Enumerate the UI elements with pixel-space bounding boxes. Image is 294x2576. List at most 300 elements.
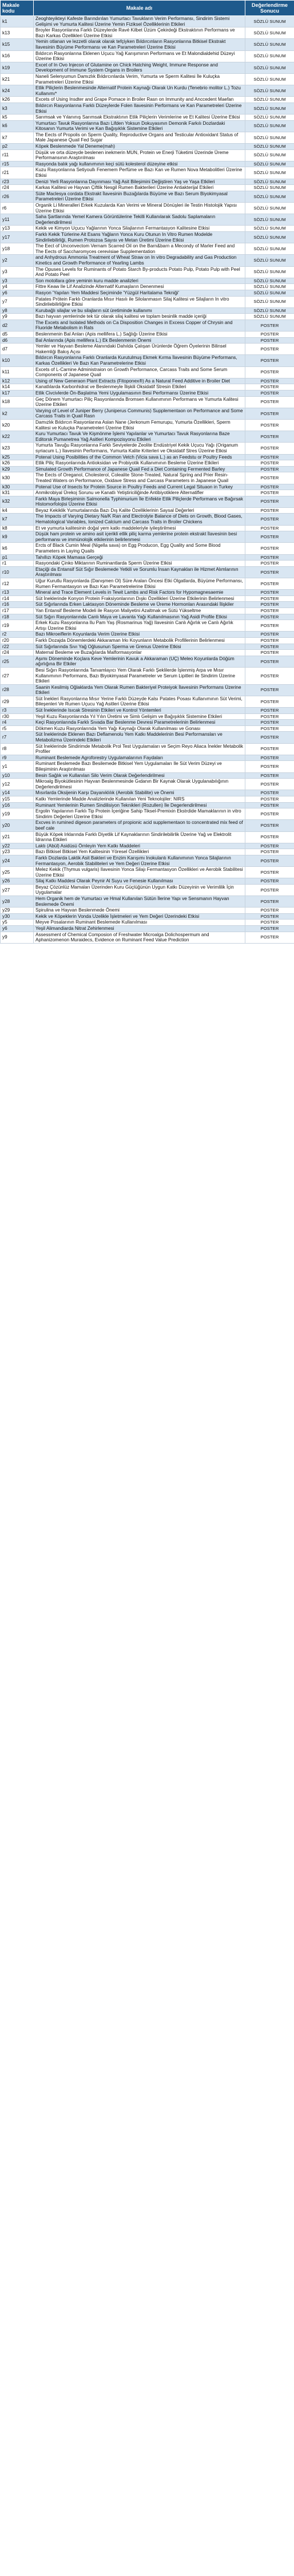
row-title: Melez Kekik (Thymus vulgaris) Ilavesinin Yonca Silajı Fermantasyon Özellikleri ve Aerobik Stabilitesi Üzerine Etkisi bbox=[34, 867, 245, 878]
row-title: Bazı Mikroeiflerin Koyunlarda Verim Üzerine Etkisi bbox=[34, 632, 245, 638]
row-code: k26 bbox=[1, 460, 34, 467]
row-result: SÖZLÜ SUNUM bbox=[245, 102, 294, 114]
row-title: Bazı hayvan yemlerinde tek tür olarak silaj kalitesi ve toplam besinlik madde içeriği bbox=[34, 314, 245, 320]
table-row bbox=[1, 761, 294, 772]
row-result: POSTER bbox=[245, 602, 294, 608]
table-row bbox=[1, 507, 294, 514]
row-result: POSTER bbox=[245, 543, 294, 554]
row-result: POSTER bbox=[245, 396, 294, 408]
table-row bbox=[1, 16, 294, 27]
row-result: SÖZLÜ SUNUM bbox=[245, 161, 294, 167]
table-row bbox=[1, 102, 294, 114]
row-result: POSTER bbox=[245, 684, 294, 696]
table-row bbox=[1, 531, 294, 543]
row-result: POSTER bbox=[245, 761, 294, 772]
row-result: POSTER bbox=[245, 620, 294, 632]
table-row bbox=[1, 366, 294, 378]
row-code: k6 bbox=[1, 120, 34, 132]
table-row bbox=[1, 650, 294, 656]
table-row bbox=[1, 296, 294, 307]
row-title: Et ve yumurta kalitesinin doğal yem katkı maddeleriyle iyileştirilmesi bbox=[34, 525, 245, 531]
table-row bbox=[1, 808, 294, 820]
row-result: SÖZLÜ SUNUM bbox=[245, 296, 294, 307]
row-title: Excves in rumined digeson parameters of propionic acid supplementaon to concentrated mix feed of beef cale bbox=[34, 820, 245, 831]
row-result: POSTER bbox=[245, 696, 294, 707]
row-code: r24 bbox=[1, 185, 34, 191]
row-code: y3 bbox=[1, 266, 34, 278]
row-result: POSTER bbox=[245, 637, 294, 644]
row-code: y25 bbox=[1, 867, 34, 878]
row-result: SÖZLÜ SUNUM bbox=[245, 50, 294, 62]
row-code: r16 bbox=[1, 602, 34, 608]
row-result: POSTER bbox=[245, 490, 294, 496]
row-code: k8 bbox=[1, 525, 34, 531]
row-title: Yeşil Alimandiarda Nitrat Zehirlenmesi bbox=[34, 926, 245, 932]
table-row bbox=[1, 39, 294, 50]
row-result: POSTER bbox=[245, 779, 294, 790]
row-code: r3 bbox=[1, 708, 34, 714]
table-row bbox=[1, 167, 294, 179]
row-result: POSTER bbox=[245, 878, 294, 885]
row-code: k26 bbox=[1, 97, 34, 103]
row-result: POSTER bbox=[245, 913, 294, 920]
row-code: k30 bbox=[1, 484, 34, 490]
table-row bbox=[1, 344, 294, 355]
header-code: Makale kodu bbox=[1, 1, 34, 16]
row-result: POSTER bbox=[245, 554, 294, 561]
row-title: Son motollara göre yeminin kuru madde analizleri bbox=[34, 278, 245, 284]
row-title: Süt Sığırı Rasyonlarında Canlı Maya ve Lavanta Yağı Kullanılmasının Yağ Asidi Profile Etkisi bbox=[34, 614, 245, 620]
row-result: SÖZLÜ SUNUM bbox=[245, 16, 294, 27]
row-title: Anmikrobiyal Ürekoj Sorunu ve Kanatlı Yetiştiriciliğinde Antibiyotiklere Alternatifler bbox=[34, 490, 245, 496]
row-result: POSTER bbox=[245, 802, 294, 808]
row-code: d6 bbox=[1, 337, 34, 344]
row-title: Farklı Kekik Türlerine Ait Esans Yağların Yonca Kuru Otunun In Vitro Rumen Modelde Sindirilebilirliği, Rumen Protozoa Sayısı ve Metan Üretimi Üzerine Etkisi bbox=[34, 231, 245, 243]
table-row bbox=[1, 161, 294, 167]
row-result: SÖZLÜ SUNUM bbox=[245, 243, 294, 255]
row-result: SÖZLÜ SUNUM bbox=[245, 290, 294, 296]
row-title: Potenal Use of Insects for Protein Source in Poultry Feeds and Current Legal Situaon in Turkey bbox=[34, 484, 245, 490]
row-title: Assessment of Chemical Composion of Freshwater Microalga Dolichospermum and Aphanizomenon Muraidecs, Evidence on Ruminant Feed Value Prediction bbox=[34, 932, 245, 943]
table-row bbox=[1, 595, 294, 602]
table-row bbox=[1, 632, 294, 638]
row-code: k11 bbox=[1, 366, 34, 378]
table-row bbox=[1, 484, 294, 490]
table-row bbox=[1, 443, 294, 454]
table-row bbox=[1, 472, 294, 484]
row-title: Excets of L-Carnine Administraion on Growth Performance, Carcass Traits and Some Serum Components of Japanese Quail bbox=[34, 366, 245, 378]
table-row bbox=[1, 554, 294, 561]
table-row bbox=[1, 191, 294, 202]
row-title: Besi Sığırı Rasyonlarında Tanıamlayıcı Yem Olarak Farklı Şeklilerde İşlenmiş Arpa ve Mısır Kullanımının Performans, Bazı Biyokimyasal Parametreler ve Serum Lipitleri ile Sindirim Üzerine Etkileri bbox=[34, 667, 245, 684]
row-title: Süt İneklerinde Isıcak Stresinin Etkileri ve Kontrol Yöntemleri bbox=[34, 708, 245, 714]
row-result: POSTER bbox=[245, 743, 294, 755]
row-title: Yumurta Tavuğu Rasyonlarına Farklı Seviyelerde Zeolite Endüstriyel Kekik Uçucu Yağı (Origanum syriacum L.) İlavesinin Performans, Yumurta Kalite Kriterleri ve Oksidatif Stres Üzerine Etkisi bbox=[34, 443, 245, 454]
table-row bbox=[1, 332, 294, 338]
table-row bbox=[1, 73, 294, 85]
row-code: k24 bbox=[1, 85, 34, 97]
table-row bbox=[1, 514, 294, 525]
table-row bbox=[1, 226, 294, 232]
table-row bbox=[1, 231, 294, 243]
row-result: SÖZLÜ SUNUM bbox=[245, 203, 294, 214]
row-title: Yumurtacı Tavuk Rasyonlarına Bazı Lifden Yoksun Dokuyasının Demonik Farkılı Dozlardaki Kitosanın Yumurta Verimi ve Kan Bağışıklık Sistemine Etkileri bbox=[34, 120, 245, 132]
row-title: Bal Anlarında (Apis mellifera L.) Ek Beslenmenin Önemi bbox=[34, 337, 245, 344]
row-result: POSTER bbox=[245, 431, 294, 443]
row-code: y7 bbox=[1, 296, 34, 307]
row-code: y4 bbox=[1, 284, 34, 290]
table-row bbox=[1, 743, 294, 755]
row-code: d5 bbox=[1, 332, 34, 338]
row-code: d7 bbox=[1, 344, 34, 355]
header-title: Makale adı bbox=[34, 1, 245, 16]
row-result: SÖZLÜ SUNUM bbox=[245, 278, 294, 284]
row-title: Kuzu Rasyonlarına Setiyoullı Fenemem Perfüme ve Bazı Kan ve Rumen Nova Metabolitleri Üzerine Etkisi bbox=[34, 167, 245, 179]
row-code: y23 bbox=[1, 849, 34, 855]
table-row bbox=[1, 390, 294, 397]
table-row bbox=[1, 820, 294, 831]
table-row bbox=[1, 684, 294, 696]
row-title: Kekik ve Köpeklerin Vonda Uzelikle İşletmeleri ve Yem Değeri Üzerindeki Etkisi bbox=[34, 913, 245, 920]
row-title: Ergolin Yapılarının Farklı Tip Protein İçeriğine Sahip Tiksel-Premixin Ekstrdide Mamaklarının in vitro Sindirim Değerleri Üzerine Etkisi bbox=[34, 808, 245, 820]
row-result: POSTER bbox=[245, 656, 294, 667]
row-title: Bıldırcın Rasyonlarına Farklı Düzeylerde Folen Ilavesinin Performans ve Kan Parametreleri Üzerine Etkisi bbox=[34, 102, 245, 114]
row-result: POSTER bbox=[245, 484, 294, 490]
row-code: r14 bbox=[1, 595, 34, 602]
row-code: y3 bbox=[1, 278, 34, 284]
row-code: y17 bbox=[1, 231, 34, 243]
row-title: Simulated Growth Performance of Japanese Quail Fed a Diet Containing Fermented Barley bbox=[34, 466, 245, 472]
row-code: y9 bbox=[1, 932, 34, 943]
row-title: Ercts of Black Cumin Meal (Nigella sava) on Egg Producon, Egg Quality and Some Blood Parameters in Laying Quails bbox=[34, 543, 245, 554]
row-code: y2 bbox=[1, 255, 34, 266]
table-row bbox=[1, 466, 294, 472]
row-result: SÖZLÜ SUNUM bbox=[245, 85, 294, 97]
row-code: k10 bbox=[1, 355, 34, 366]
row-title: Yeşil Kuzu Rasyonlarında Yıl Yılın Üretimi ve Simlı Gelişim ve Bağışıklık Sistemine Etkileri bbox=[34, 713, 245, 720]
row-code: r30 bbox=[1, 713, 34, 720]
row-title: Laktı (Abül) Asidüsü Örnleyin Yem Katkı Maddeleri bbox=[34, 843, 245, 849]
table-row bbox=[1, 913, 294, 920]
row-code: r25 bbox=[1, 656, 34, 667]
row-result: POSTER bbox=[245, 849, 294, 855]
row-title: Geç Dönem Yumurtacı Piliç Rasyonlarında Bromsen Kullanımının Performans ve Yumurta Kalitesi Üzerine Etkileri bbox=[34, 396, 245, 408]
row-code: r20 bbox=[1, 637, 34, 644]
row-code: k2 bbox=[1, 408, 34, 419]
row-code: r28 bbox=[1, 684, 34, 696]
table-row bbox=[1, 149, 294, 161]
table-row bbox=[1, 720, 294, 726]
row-code: y24 bbox=[1, 855, 34, 866]
table-row bbox=[1, 337, 294, 344]
row-result: SÖZLÜ SUNUM bbox=[245, 144, 294, 150]
row-title: Ruminant Beslemede Agroforestry Uygulamalarının Faydaları bbox=[34, 755, 245, 761]
row-result: POSTER bbox=[245, 419, 294, 431]
row-code: y6 bbox=[1, 290, 34, 296]
row-result: POSTER bbox=[245, 514, 294, 525]
row-result: POSTER bbox=[245, 566, 294, 578]
table-row bbox=[1, 614, 294, 620]
table-row bbox=[1, 284, 294, 290]
row-result: POSTER bbox=[245, 355, 294, 366]
row-result: POSTER bbox=[245, 920, 294, 926]
row-code: k7 bbox=[1, 132, 34, 143]
row-result: SÖZLÜ SUNUM bbox=[245, 39, 294, 50]
table-row bbox=[1, 831, 294, 843]
row-code: y12 bbox=[1, 779, 34, 790]
row-result: SÖZLÜ SUNUM bbox=[245, 132, 294, 143]
row-result: POSTER bbox=[245, 644, 294, 650]
row-code: r15 bbox=[1, 161, 34, 167]
table-row bbox=[1, 926, 294, 932]
table-row bbox=[1, 920, 294, 926]
table-row bbox=[1, 656, 294, 667]
row-title: Süt İnekleri Rasyonlarına Mısır Yerine Farklı Düzeyde Kalsı Patates Posası Kullanımının Süt Verimi, Bileşenleri Ve Rumen Uçucu Yağ Asitleri Üzerine Etkisi bbox=[34, 696, 245, 707]
row-title: The Eects of Oreganol, Cholesterol, Colealite Stone-Treated, Natural Spring and Prier Resin-Treated Waters on Performance, Oxidave Stress and Carcass Parameters in Japanese Quail bbox=[34, 472, 245, 484]
row-code: y28 bbox=[1, 896, 34, 908]
table-row bbox=[1, 878, 294, 885]
row-code: y29 bbox=[1, 908, 34, 914]
row-title: Karkas Kalitesi ve Hayvan Çiftlik Nesgil Rumen Bakterileri Üzerine Antiakterijal Etkileri bbox=[34, 185, 245, 191]
row-title: Fittre Keaw Ile Lif Analizinde Alternatif Kumaşların Denenmesi bbox=[34, 284, 245, 290]
row-code: y16 bbox=[1, 802, 34, 808]
table-row bbox=[1, 637, 294, 644]
table-row bbox=[1, 496, 294, 507]
row-code: k14 bbox=[1, 384, 34, 390]
table-row bbox=[1, 454, 294, 460]
row-title: Katkı Yemlerinde Madde Analizlerinde Kullanılan Yeni Teknolojiler: NIRS bbox=[34, 796, 245, 802]
row-code: r22 bbox=[1, 644, 34, 650]
table-header bbox=[1, 1, 294, 16]
row-result: SÖZLÜ SUNUM bbox=[245, 27, 294, 39]
row-result: SÖZLÜ SUNUM bbox=[245, 284, 294, 290]
row-code: k12 bbox=[1, 378, 34, 384]
row-title: Mineral and Trace Element Levels in Tewit Lambs and Risk Factors for Hypomagnesaemie bbox=[34, 590, 245, 596]
row-result: POSTER bbox=[245, 667, 294, 684]
table-row bbox=[1, 460, 294, 467]
row-code: p1 bbox=[1, 554, 34, 561]
row-code: y10 bbox=[1, 772, 34, 779]
row-code: r23 bbox=[1, 179, 34, 185]
row-result: POSTER bbox=[245, 607, 294, 614]
table-row bbox=[1, 431, 294, 443]
row-result: POSTER bbox=[245, 384, 294, 390]
row-title: Yemler ve Hayvan Besleme Alanındaki Dahılda Çalışan Ürünlerde Öğrem Öyelerinin Bilinsel Hakemliği Bakış Açısı bbox=[34, 344, 245, 355]
row-code: r5 bbox=[1, 725, 34, 732]
row-code: y1 bbox=[1, 761, 34, 772]
row-result: POSTER bbox=[245, 366, 294, 378]
row-result: POSTER bbox=[245, 454, 294, 460]
table-row bbox=[1, 932, 294, 943]
row-title: The Excets and Isolated Methods on Ca Disposition Changes in Excess Copper of Chrysin and Fluoride Metabolism in Rats bbox=[34, 319, 245, 331]
row-result: SÖZLÜ SUNUM bbox=[245, 214, 294, 226]
row-title: Etlik Piliç Rasyonlarında Antioksidan ve Probiyotik Kullanımının Besleme Üzerine Etkileri bbox=[34, 460, 245, 467]
row-code: y14 bbox=[1, 790, 34, 796]
row-title: Rasyonda balık yağı kullanımının keçi sütü kolesterol düzeyine etkisi bbox=[34, 161, 245, 167]
row-title: Farklı Dozlarda Laktik Asit Bakteri ve Enzim Karışımı Inokulantı Kullanımının Yonca Silajlarının Fermantasyon, Aerobik Stabiliteleri ve Yem Değeri Üzerine Etkisi bbox=[34, 855, 245, 866]
table-row bbox=[1, 396, 294, 408]
row-result: POSTER bbox=[245, 632, 294, 638]
row-title: Kuru Yumurtacı Tavuk Ve Kişmönme İşlemi Yapılanlar ve Yumurtacı Tavuk Rasyonlarına Baze Editorsk Pumanetrea Yağ Asitleri Kompozisyonu Etkileri bbox=[34, 431, 245, 443]
row-result: POSTER bbox=[245, 796, 294, 802]
table-row bbox=[1, 185, 294, 191]
row-code: k9 bbox=[1, 531, 34, 543]
row-code: y18 bbox=[1, 243, 34, 255]
row-result: POSTER bbox=[245, 926, 294, 932]
row-title: Bıldırcın Rasyonlarına Eklenen Uçucu Yağ Karışımının Performans ve Et Malondialdehid Düzeyi Üzerine Etkisi bbox=[34, 50, 245, 62]
row-code: r10 bbox=[1, 566, 34, 578]
row-result: POSTER bbox=[245, 867, 294, 878]
row-title: Dökmen Kuzu Rasyonlarında Yem Yağı Kaynağı Olarak Kullanılması ve Gonası bbox=[34, 725, 245, 732]
row-result: POSTER bbox=[245, 525, 294, 531]
row-code: y9 bbox=[1, 314, 34, 320]
row-title: Rasyon 'Yapıları Yem Maddesi Seçiminde 'Yüzgül Haritalama Tekniği' bbox=[34, 290, 245, 296]
row-title: Broyler Rasyonlarına Farklı Düzeylerde Ravé Kilbet Üzüm Çekirdeği Ekstraktının Performans ve Bazı Karkas Özellikleri Üzerine Etkisi bbox=[34, 27, 245, 39]
table-row bbox=[1, 644, 294, 650]
row-code: r13 bbox=[1, 590, 34, 596]
header-result: Değerlendirme Sonucu bbox=[245, 1, 294, 16]
row-code: y5 bbox=[1, 920, 34, 926]
table-row bbox=[1, 255, 294, 266]
table-row bbox=[1, 384, 294, 390]
row-title: Patates Prötein Farklı Oranlarda Mısır Hasılı ile Silolanmasın Silaj Kalitesi ve Silajların In vitro Sindirilebilirliğine Etkisi bbox=[34, 296, 245, 307]
row-result: POSTER bbox=[245, 319, 294, 331]
table-row bbox=[1, 50, 294, 62]
row-title: Beslenmenin Bal Anları (Apis mellifera L.) Sağlığı Üzerine Etkisi bbox=[34, 332, 245, 338]
row-result: POSTER bbox=[245, 472, 294, 484]
row-title: Excets of Using Insdter and Grape Pomace in Broiler Rasn on Immunity and Anccedent Maefan bbox=[34, 97, 245, 103]
table-row bbox=[1, 896, 294, 908]
row-code: k15 bbox=[1, 39, 34, 50]
row-title: Sarımsak ve Yılanınış Sarımsak Ekstraktının Etlik Piliçlerin Verimlerine ve Et Kalitesi Üzerine Etkisi bbox=[34, 115, 245, 121]
table-row bbox=[1, 355, 294, 366]
row-result: POSTER bbox=[245, 460, 294, 467]
row-result: POSTER bbox=[245, 614, 294, 620]
row-code: r18 bbox=[1, 614, 34, 620]
row-result: SÖZLÜ SUNUM bbox=[245, 149, 294, 161]
row-code: r4 bbox=[1, 720, 34, 726]
row-title: Süt Sığırlarında Erken Laktasyon Döneminde Besleme ve Üreme Hormonları Arasındaki İlişkiler bbox=[34, 602, 245, 608]
row-title: Süt İneklerinde Eklenen Bazı Deflamenolu Yem Katkı Maddelerinin Besi Performansları ve Metabolizma Üzerindeki Etkileri bbox=[34, 732, 245, 743]
row-result: SÖZLÜ SUNUM bbox=[245, 120, 294, 132]
row-code: k5 bbox=[1, 115, 34, 121]
row-code: k20 bbox=[1, 419, 34, 431]
row-result: POSTER bbox=[245, 725, 294, 732]
row-result: POSTER bbox=[245, 713, 294, 720]
table-row bbox=[1, 278, 294, 284]
row-result: POSTER bbox=[245, 884, 294, 896]
row-title: Potenal Using Posibilities of the Common Vetch (Vicia sava L.) as an Feedstu or Poultry Feeds bbox=[34, 454, 245, 460]
row-result: POSTER bbox=[245, 496, 294, 507]
row-result: POSTER bbox=[245, 650, 294, 656]
table-row bbox=[1, 867, 294, 878]
table-row bbox=[1, 566, 294, 578]
table-row bbox=[1, 772, 294, 779]
row-title: Denizi Yerli Rasyonlarına Dayınması Yağ Asit Bileşimini Değiştiren Yaş ve Yaşa Etkileri bbox=[34, 179, 245, 185]
row-code: k3 bbox=[1, 102, 34, 114]
row-result: POSTER bbox=[245, 408, 294, 419]
table-row bbox=[1, 378, 294, 384]
row-title: and Anhydrous Ammonia Treatment of Wheat Straw on In vitro Degradability and Gas Production Kinetics and Growth Performance of Yearling Lambs bbox=[34, 255, 245, 266]
table-row bbox=[1, 214, 294, 226]
table-row bbox=[1, 713, 294, 720]
row-code: y26 bbox=[1, 878, 34, 885]
row-code: r27 bbox=[1, 667, 34, 684]
row-code: r7 bbox=[1, 732, 34, 743]
table-row bbox=[1, 97, 294, 103]
row-code: k25 bbox=[1, 454, 34, 460]
row-result: SÖZLÜ SUNUM bbox=[245, 97, 294, 103]
table-row bbox=[1, 419, 294, 431]
row-title: Excet of In Ovo Injecon of Glutamine on Chick Hatching Weight, Immune Response and Development of Immune System Organs in Broilers bbox=[34, 62, 245, 73]
table-row bbox=[1, 266, 294, 278]
row-result: POSTER bbox=[245, 378, 294, 384]
row-result: POSTER bbox=[245, 908, 294, 914]
table-row bbox=[1, 179, 294, 185]
row-result: POSTER bbox=[245, 720, 294, 726]
row-result: POSTER bbox=[245, 337, 294, 344]
row-result: SÖZLÜ SUNUM bbox=[245, 266, 294, 278]
row-title: Düşük ham protein ve amino asit içerikli etlik piliç karma yemlerine protein ekstrakt İlavesinin besi performansı ve immünolojik etkilerinin belirlenmesi bbox=[34, 531, 245, 543]
table-row bbox=[1, 578, 294, 590]
row-code: k4 bbox=[1, 507, 34, 514]
table-row bbox=[1, 708, 294, 714]
row-title: Hem Organik hem de Yumurtacı ve Hmal Kullanılan Sütün İlerine Yapı ve Sensmanın Hayvan Beslemede Önemi bbox=[34, 896, 245, 908]
row-code: r6 bbox=[1, 203, 34, 214]
row-result: POSTER bbox=[245, 443, 294, 454]
row-title: Kurubağlı silajlar ve bu silajların süt üretiminde kullanımı bbox=[34, 307, 245, 314]
table-row bbox=[1, 243, 294, 255]
table-row bbox=[1, 85, 294, 97]
row-result: POSTER bbox=[245, 808, 294, 820]
row-title: Naneli Selenyumun Damızlık Bıldırcınlarda Verim, Yumurta ve Sperm Kalitesi İle Kuluçka Parametreleri Üzerine Etkisi bbox=[34, 73, 245, 85]
row-title: Bıldırcın Rasyonlarına Farklı Oranlarda Kurutulmuş Ekmek Kırma İlavesinin Büyüme Performans, Karkas Özellikleri Ve Bazı Kan Parametrelerine Etkisi bbox=[34, 355, 245, 366]
row-code: k19 bbox=[1, 62, 34, 73]
row-title: Kanatlılarda Karbonhidrat ve Beslenmeyle İlişkili Oksidatif Stresin Etkileri bbox=[34, 384, 245, 390]
row-result: POSTER bbox=[245, 896, 294, 908]
table-row bbox=[1, 144, 294, 150]
table-row bbox=[1, 855, 294, 866]
table-row bbox=[1, 802, 294, 808]
row-code: k29 bbox=[1, 466, 34, 472]
row-code: r21 bbox=[1, 167, 34, 179]
table-row bbox=[1, 120, 294, 132]
row-title: Maternal Besleme ve Buzağılarda Malformasyonlar bbox=[34, 650, 245, 656]
row-title: Büyük Köpek Irklarında Farklı Diyetlik Lif Kaynaklarının Sindirilebilirlik Üzerine Yağ ve Elektrolit İdrarına Etkileri bbox=[34, 831, 245, 843]
row-title: Ruminant Yemlerinin Rumen Sindilisiyon Teknikleri (Rozullen) İle Degerlendirilmesi bbox=[34, 802, 245, 808]
row-title: Süt İneklerinde Konyon Protein Fraksiyonlarının Dışkı Özellikleri Üzerine Etkilerinin Belirlenmesi bbox=[34, 595, 245, 602]
table-row bbox=[1, 408, 294, 419]
table-row bbox=[1, 561, 294, 567]
row-code: k22 bbox=[1, 431, 34, 443]
row-title: Farklı Maya Birleşiminin Salmonella Typhimurium İle Enfekte Etlik Piliçlerde Performans ve Bağırsak Histomorfolojisi Üzerine Etkisi bbox=[34, 496, 245, 507]
row-title: Kekik ve Kimyon Uçucu Yağlarının Yonca Silajlarının Fermantasyon Kalitesine Etkisi bbox=[34, 226, 245, 232]
row-code: r19 bbox=[1, 620, 34, 632]
row-code: k21 bbox=[1, 73, 34, 85]
row-code: r26 bbox=[1, 191, 34, 202]
table-row bbox=[1, 849, 294, 855]
table-row bbox=[1, 755, 294, 761]
table-row bbox=[1, 115, 294, 121]
table-row bbox=[1, 319, 294, 331]
table-row bbox=[1, 796, 294, 802]
row-result: POSTER bbox=[245, 595, 294, 602]
row-title: Etlik Civcivlerde Ön-Başlatma Yemi Uygulamasının Besi Performansı Üzerine Etkisi bbox=[34, 390, 245, 397]
table-row bbox=[1, 884, 294, 896]
row-title: The Eects of Propolis on Sperm Quality, Reproductive Organs and Testicular Antioxidant Status of Male Japanese Quail Fed Sugar bbox=[34, 132, 245, 143]
evaluation-table bbox=[0, 0, 294, 944]
row-code: r24 bbox=[1, 650, 34, 656]
